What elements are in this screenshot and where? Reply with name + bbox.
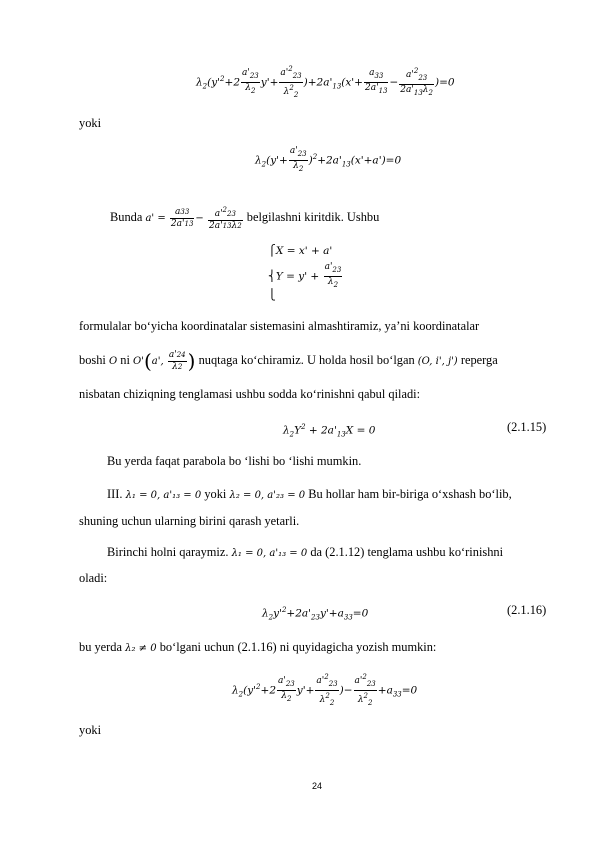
formula-point-o: O <box>108 356 118 367</box>
formula-case-2: λ₂ = 0, a'₂₃ = 0 <box>229 490 306 501</box>
text-bu-yerda-2-line <box>79 640 436 656</box>
text-nisbatan: nisbatan chiziqning tenglamasi ushbu sodda ko‘rinishni qabul qiladi: <box>79 387 421 401</box>
text-nuqtaga: nuqtaga ko‘chiramiz. U holda hosil bo‘lgan <box>198 353 415 367</box>
equation-number-2-1-16: (2.1.16) <box>507 603 547 617</box>
text-belgilashni: belgilashni kiritdik. Ushbu <box>246 210 380 224</box>
text-bolgani: bo‘lgani uchun (2.1.16) ni quyidagicha yozish mumkin: <box>159 640 437 654</box>
formula-2-1-16: $\lambda_2y'^2+2a'_{23}y'+a_{33}=0$ <box>262 606 369 622</box>
text-yoki-1: yoki <box>79 116 102 130</box>
text-birinchi: Birinchi holni qaraymiz. <box>107 545 229 559</box>
formula-point-o-prime: O'(a', $\frac{a'24}{\lambda 2}$ ) <box>133 349 196 373</box>
text-oladi: oladi: <box>79 571 108 585</box>
text-bunda: Bunda <box>110 210 143 224</box>
text-bunda-line <box>110 205 379 232</box>
formula-completed-square: $\lambda_2(y'+$ $\frac{a'_{23}}{\lambda_2}$ )$^2+2a'_{13}(x'+a')=0$ <box>255 146 402 173</box>
text-reperga: reperga <box>460 353 498 367</box>
text-bu-hollar: Bu hollar ham bir-biriga o‘xshash bo‘lib, <box>308 487 512 501</box>
formula-final-expanded: $\lambda_2(y'^2+2$ $\frac{a'_{23}}{\lambda_2}$ y'+ $\frac{a'^2_{23}}{\lambda^2_2}$ )− $\frac{a'^2_{23}}{\lambda^2_2}$ $+a_{33}=0$ <box>232 673 418 707</box>
formula-frame: (O, i', j') <box>417 356 458 367</box>
text-birinchi-line <box>107 545 503 561</box>
text-bu-yerda-1: Bu yerda faqat parabola bo ‘lishi bo ‘lishi mumkin. <box>107 454 362 468</box>
text-bu-yerda-2: bu yerda <box>79 640 123 654</box>
text-formulalar: formulalar bo‘yicha koordinatalar sistemasini almashtiramiz, ya’ni koordinatalar <box>79 319 480 333</box>
formula-case-1: λ₁ = 0, a'₁₃ = 0 <box>125 490 202 501</box>
text-yoki-2: yoki <box>79 723 102 737</box>
formula-expanded-square: $\lambda_2(y'^2+2$ $\frac{a'_{23}}{\lambda_2}$ y'+ $\frac{a'^2_{23}}{\lambda^2_2}$ )$+2a'_{13}(x'+$ $\frac{a_{33}}{2a'_{13}}$ − $\frac{a'^2_{23}}{2a'_{13}\lambda_2}$ )=0 <box>196 65 455 99</box>
text-iii: III. <box>107 487 123 501</box>
page-number: 24 <box>312 781 323 791</box>
text-iii-line <box>107 487 512 503</box>
text-da-tenglama: da (2.1.12) tenglama ushbu ko‘rinishni <box>310 545 504 559</box>
formula-lambda-nonzero: λ₂ ≠ 0 <box>125 643 157 654</box>
formula-substitution-system: ⎧X = x' + a' ⎨Y = y' + $\frac{a'_{23}}{\lambda_2}$ ⎩ <box>268 245 342 301</box>
equation-number-2-1-15: (2.1.15) <box>507 420 547 434</box>
text-boshi-line <box>79 350 498 373</box>
formula-a-prime-def: a' = $\frac{a33}{2a'13}$ − $\frac{a'^223}{2a'13\lambda 2}$ <box>145 206 242 231</box>
text-boshi: boshi <box>79 353 106 367</box>
text-shuning: shuning uchun ularning birini qarash yetarli. <box>79 514 300 528</box>
formula-case-first: λ₁ = 0, a'₁₃ = 0 <box>231 548 308 559</box>
text-ni: ni <box>120 353 130 367</box>
formula-2-1-15: $\lambda_2Y^2 + 2a'_{13}X = 0$ <box>283 423 376 439</box>
text-iii-yoki: yoki <box>204 487 227 501</box>
